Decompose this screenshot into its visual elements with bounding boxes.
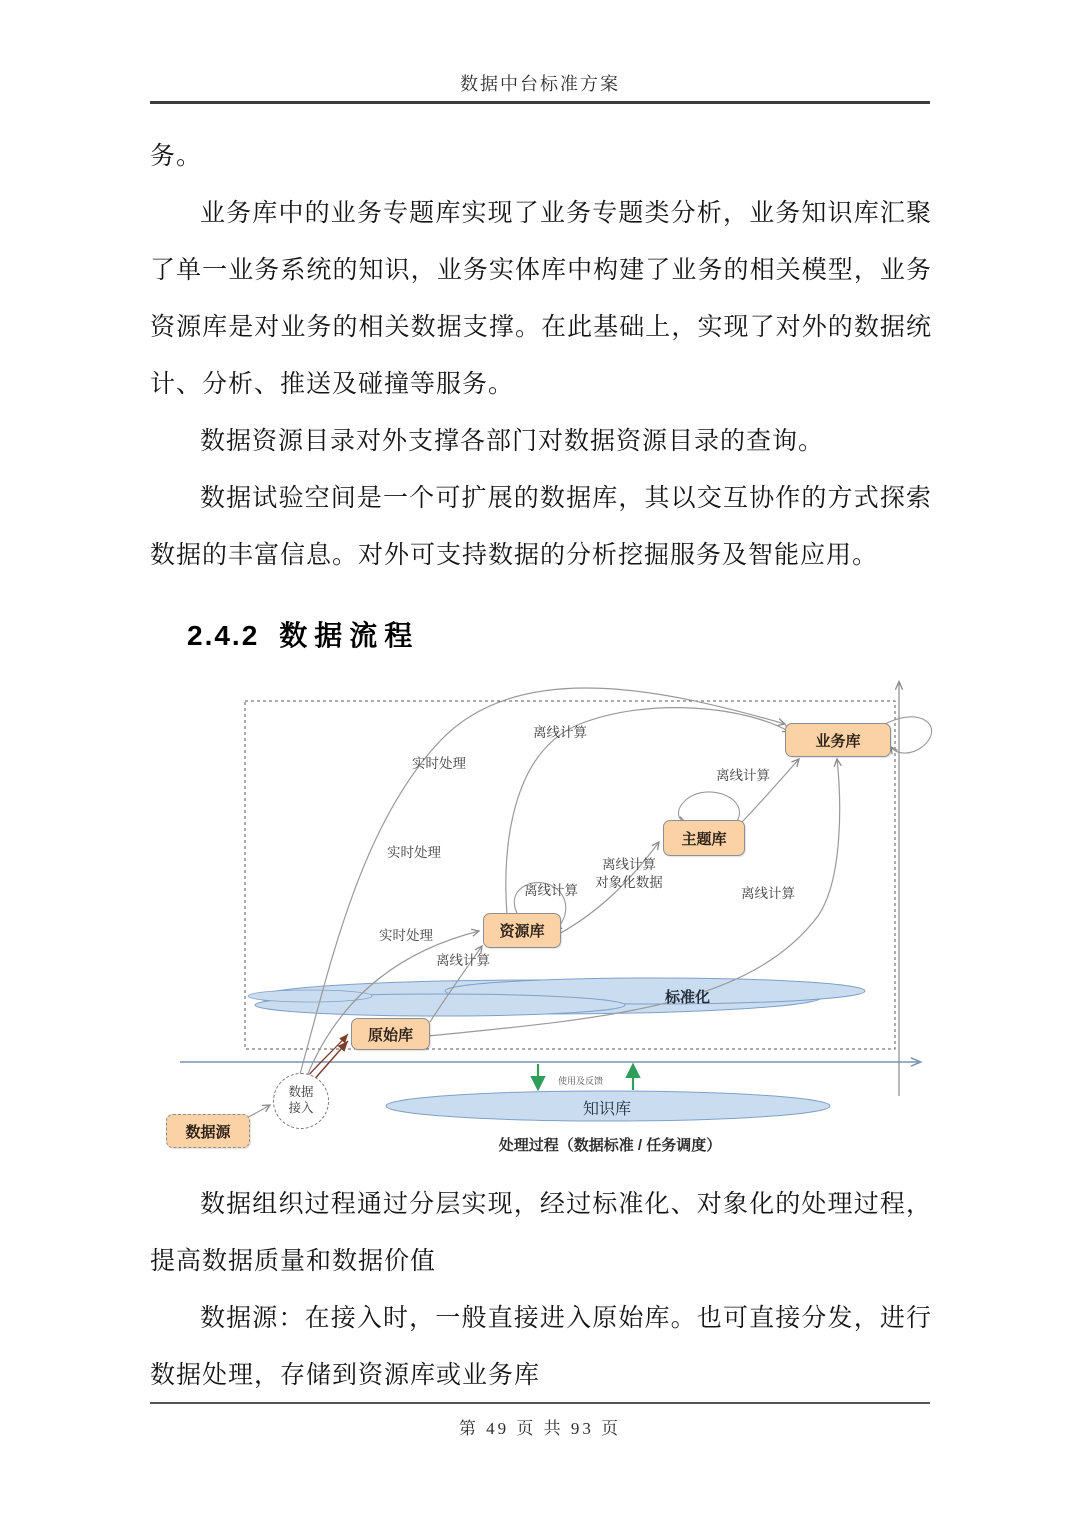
edge-label-offline-resource-loop: 离线计算 <box>524 883 578 898</box>
data-access-label-line2: 接入 <box>288 1101 314 1115</box>
body-text-block-1 <box>150 128 932 584</box>
node-subject-db: 主题库 <box>663 820 745 856</box>
node-business-db: 业务库 <box>785 723 891 757</box>
standardization-zone-shape <box>248 978 865 1016</box>
footer-rule <box>150 1402 930 1404</box>
edge-label-realtime-2: 实时处理 <box>387 845 441 860</box>
node-resource-db: 资源库 <box>483 913 561 948</box>
subject-self-loop <box>679 792 740 823</box>
edge-label-offline-right: 离线计算 <box>741 886 795 901</box>
header-title: 数据中台标准方案 <box>460 74 620 94</box>
body-text-block-2 <box>150 1176 932 1404</box>
paragraph: 数据源：在接入时，一般直接进入原始库。也可直接分发，进行数据处理，存储到资源库或业务库 <box>150 1305 932 1389</box>
data-access-circle <box>273 1073 329 1129</box>
data-access-label-line1: 数据 <box>288 1085 314 1100</box>
standardization-zone-label: 标准化 <box>665 989 711 1006</box>
diagram-caption: 处理过程（数据标准 / 任务调度） <box>498 1137 722 1154</box>
header-rule <box>150 101 930 104</box>
paragraph: 数据试验空间是一个可扩展的数据库，其以交互协作的方式探索数据的丰富信息。对外可支持数据的分析挖掘服务及智能应用。 <box>150 485 932 569</box>
data-flow-diagram <box>150 666 950 1176</box>
edge-label-offline-objectified <box>586 856 672 892</box>
ingest-arrow-access-to-raw-2 <box>307 1034 348 1077</box>
paragraph-continuation: 务。 <box>150 143 203 170</box>
paragraph: 业务库中的业务专题库实现了业务专题类分析，业务知识库汇聚了单一业务系统的知识，业务实体库中构建了业务的相关模型，业务资源库是对业务的相关数据支撑。在此基础上，实现了对外的数据统计、分析、推送及碰撞等服务。 <box>150 200 932 398</box>
edge-label-offline-subject-business: 离线计算 <box>716 768 770 783</box>
paragraph: 数据组织过程通过分层实现，经过标准化、对象化的处理过程，提高数据质量和数据价值 <box>150 1191 932 1275</box>
edge-label-offline-raw-resource: 离线计算 <box>436 953 490 968</box>
section-heading <box>187 614 419 654</box>
node-data-source: 数据源 <box>166 1114 250 1148</box>
page-number: 第 49 页 共 93 页 <box>458 1419 622 1438</box>
node-raw-db: 原始库 <box>351 1018 430 1050</box>
feedback-label: 使用及反馈 <box>558 1076 604 1086</box>
edge-label-offline-objectified-line2: 对象化数据 <box>595 875 663 891</box>
section-number: 2.4.2 <box>187 620 260 651</box>
edge-label-offline-objectified-line1: 离线计算 <box>602 857 656 872</box>
edge-label-realtime-3: 实时处理 <box>379 928 433 943</box>
edge-label-offline-top: 离线计算 <box>533 725 587 740</box>
section-title: 数据流程 <box>279 620 420 651</box>
knowledge-zone-label: 知识库 <box>583 1101 632 1118</box>
paragraph: 数据资源目录对外支撑各部门对数据资源目录的查询。 <box>200 428 825 455</box>
edge-label-realtime-1: 实时处理 <box>412 756 466 771</box>
